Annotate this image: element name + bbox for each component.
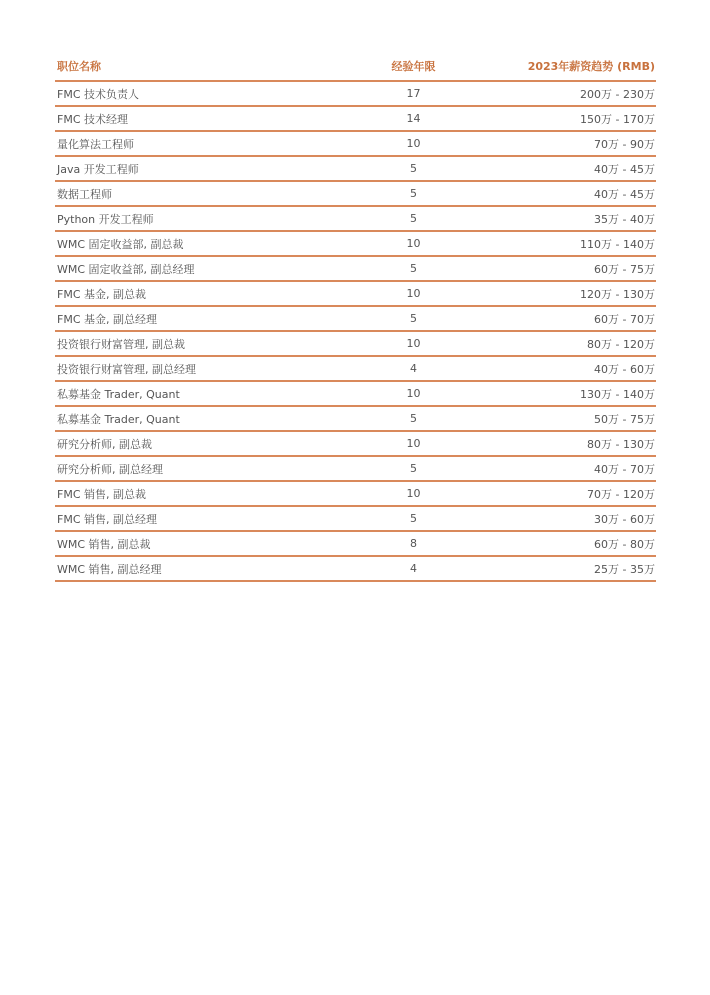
job-title-cell: 投资银行财富管理, 副总经理 <box>57 362 196 376</box>
job-title-cell: 研究分析师, 副总经理 <box>57 462 163 476</box>
job-title-cell: WMC 销售, 副总裁 <box>57 537 151 551</box>
table-row <box>55 507 656 532</box>
column-header-salary: 2023年薪资趋势 (RMB) <box>527 60 655 73</box>
experience-years-cell: 4 <box>410 362 417 375</box>
experience-years-cell: 10 <box>406 337 421 350</box>
job-title-cell: 数据工程师 <box>57 187 112 201</box>
experience-years-cell: 10 <box>406 237 421 250</box>
job-title-cell: WMC 固定收益部, 副总经理 <box>57 262 195 276</box>
salary-range-cell: 80万 - 120万 <box>587 337 655 351</box>
table-row <box>55 257 656 282</box>
table-body <box>55 82 656 582</box>
job-title-cell: FMC 基金, 副总裁 <box>57 287 146 301</box>
table-row <box>55 357 656 382</box>
table-row <box>55 457 656 482</box>
salary-range-cell: 50万 - 75万 <box>594 412 655 426</box>
column-header-years: 经验年限 <box>391 60 436 73</box>
job-title-cell: FMC 技术经理 <box>57 112 128 126</box>
salary-range-cell: 40万 - 45万 <box>594 187 655 201</box>
table-row <box>55 532 656 557</box>
table-row <box>55 407 656 432</box>
job-title-cell: FMC 销售, 副总经理 <box>57 512 157 526</box>
job-title-cell: 私募基金 Trader, Quant <box>57 387 180 401</box>
table-row <box>55 332 656 357</box>
experience-years-cell: 5 <box>410 512 417 525</box>
job-title-cell: 量化算法工程师 <box>57 137 134 151</box>
salary-range-cell: 70万 - 120万 <box>587 487 655 501</box>
table-row <box>55 557 656 582</box>
table-row <box>55 157 656 182</box>
salary-range-cell: 40万 - 70万 <box>594 462 655 476</box>
experience-years-cell: 4 <box>410 562 417 575</box>
experience-years-cell: 10 <box>406 387 421 400</box>
salary-range-cell: 40万 - 60万 <box>594 362 655 376</box>
salary-range-cell: 80万 - 130万 <box>587 437 655 451</box>
table-row <box>55 482 656 507</box>
job-title-cell: Java 开发工程师 <box>57 162 139 176</box>
experience-years-cell: 5 <box>410 187 417 200</box>
experience-years-cell: 10 <box>406 437 421 450</box>
table-row <box>55 107 656 132</box>
job-title-cell: WMC 销售, 副总经理 <box>57 562 162 576</box>
job-title-cell: Python 开发工程师 <box>57 212 154 226</box>
experience-years-cell: 5 <box>410 462 417 475</box>
job-title-cell: FMC 基金, 副总经理 <box>57 312 157 326</box>
job-title-cell: 研究分析师, 副总裁 <box>57 437 152 451</box>
salary-range-cell: 110万 - 140万 <box>580 237 655 251</box>
experience-years-cell: 5 <box>410 412 417 425</box>
job-title-cell: 投资银行财富管理, 副总裁 <box>57 337 185 351</box>
table-row <box>55 207 656 232</box>
table-row <box>55 232 656 257</box>
job-title-cell: FMC 技术负责人 <box>57 87 139 101</box>
table-row <box>55 432 656 457</box>
experience-years-cell: 5 <box>410 162 417 175</box>
salary-range-cell: 70万 - 90万 <box>594 137 655 151</box>
salary-range-cell: 130万 - 140万 <box>580 387 655 401</box>
experience-years-cell: 10 <box>406 287 421 300</box>
table-row <box>55 307 656 332</box>
salary-range-cell: 35万 - 40万 <box>594 212 655 226</box>
salary-range-cell: 60万 - 75万 <box>594 262 655 276</box>
salary-range-cell: 60万 - 80万 <box>594 537 655 551</box>
job-title-cell: WMC 固定收益部, 副总裁 <box>57 237 184 251</box>
table-row <box>55 382 656 407</box>
salary-range-cell: 150万 - 170万 <box>580 112 655 126</box>
job-title-cell: 私募基金 Trader, Quant <box>57 412 180 426</box>
table-row <box>55 82 656 107</box>
salary-range-cell: 25万 - 35万 <box>594 562 655 576</box>
experience-years-cell: 5 <box>410 312 417 325</box>
table-row <box>55 282 656 307</box>
table-row <box>55 132 656 157</box>
experience-years-cell: 17 <box>406 87 421 100</box>
salary-range-cell: 200万 - 230万 <box>580 87 655 101</box>
job-title-cell: FMC 销售, 副总裁 <box>57 487 146 501</box>
experience-years-cell: 8 <box>410 537 417 550</box>
experience-years-cell: 10 <box>406 137 421 150</box>
experience-years-cell: 14 <box>406 112 421 125</box>
salary-table <box>55 52 656 582</box>
experience-years-cell: 10 <box>406 487 421 500</box>
salary-range-cell: 30万 - 60万 <box>594 512 655 526</box>
salary-range-cell: 60万 - 70万 <box>594 312 655 326</box>
column-header-title: 职位名称 <box>57 60 101 73</box>
table-header <box>55 52 656 82</box>
experience-years-cell: 5 <box>410 212 417 225</box>
salary-range-cell: 40万 - 45万 <box>594 162 655 176</box>
salary-range-cell: 120万 - 130万 <box>580 287 655 301</box>
table-row <box>55 182 656 207</box>
experience-years-cell: 5 <box>410 262 417 275</box>
